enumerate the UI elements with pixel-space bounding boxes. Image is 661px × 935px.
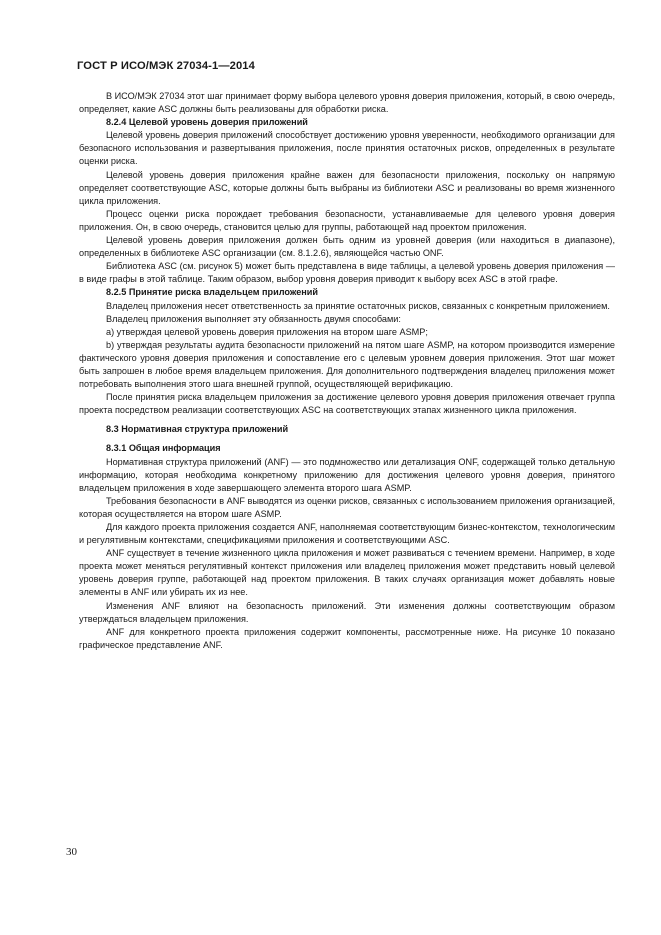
section-heading-8-3: 8.3 Нормативная структура приложений bbox=[106, 424, 289, 435]
list-item: а) утверждая целевой уровень доверия приложения на втором шаге ASMP; bbox=[106, 326, 428, 337]
page-body bbox=[79, 90, 615, 652]
paragraph: Владелец приложения выполняет эту обязанность двумя способами: bbox=[106, 313, 401, 324]
paragraph: ANF существует в течение жизненного цикла приложения и может развиваться с течением времени. Например, в ходе проекта может меняться регулятивный контекст приложения или владелец приложения может представить новый целевой уровень доверия группе, работающей над проектом приложения. В таких случаях организация может добавлять новые элементы в ANF или убирать их из нее. bbox=[79, 548, 615, 598]
page-number: 30 bbox=[66, 846, 77, 858]
paragraph: Требования безопасности в ANF выводятся из оценки рисков, связанных с использованием приложения организацией, которая осуществляется на втором шаге ASMP. bbox=[79, 495, 615, 519]
section-heading-8-2-4: 8.2.4 Целевой уровень доверия приложений bbox=[106, 117, 308, 128]
paragraph: Изменения ANF влияют на безопасность приложений. Эти изменения должны соответствующим образом утверждаться владельцем приложения. bbox=[79, 600, 615, 624]
paragraph: Для каждого проекта приложения создается ANF, наполняемая соответствующим бизнес-контекстом, технологическим и регулятивным контекстами, спецификациями приложения и соответствующими ASC. bbox=[79, 522, 615, 546]
document-header: ГОСТ Р ИСО/МЭК 27034-1—2014 bbox=[77, 60, 255, 72]
paragraph: ANF для конкретного проекта приложения содержит компоненты, рассмотренные ниже. На рисунке 10 показано графическое представление ANF. bbox=[79, 626, 615, 650]
paragraph: Процесс оценки риска порождает требования безопасности, устанавливаемые для целевого уровня доверия приложения. Он, в свою очередь, становится целью для группы, работающей над проектом приложения. bbox=[79, 208, 615, 232]
paragraph: Целевой уровень доверия приложения крайне важен для безопасности приложения, поскольку он напрямую определяет соответствующие ASC, которые должны быть выбраны из библиотеки ASC и реализованы во время жизненного цикла приложения. bbox=[79, 169, 615, 206]
list-item: b) утверждая результаты аудита безопасности приложений на пятом шаге ASMP, на котором производится измерение фактического уровня доверия приложения и сопоставление его с целевым уровнем доверия приложения. Этот шаг может быть запрошен в любое время владельцем приложения. Для дополнительного подтверждения владелец приложения может потребовать выполнения этого шага внешней группой, осуществляющей верификацию. bbox=[79, 339, 615, 390]
section-heading-8-2-5: 8.2.5 Принятие риска владельцем приложений bbox=[106, 287, 318, 298]
paragraph: Библиотека ASC (см. рисунок 5) может быть представлена в виде таблицы, а целевой уровень доверия приложения — в виде графы в этой таблице. Таким образом, выбор уровня доверия приводит к выбору всех ASC в этой графе. bbox=[79, 261, 615, 285]
section-heading-8-3-1: 8.3.1 Общая информация bbox=[106, 443, 221, 454]
paragraph: В ИСО/МЭК 27034 этот шаг принимает форму выбора целевого уровня доверия приложения, который, в свою очередь, определяет, какие ASC должны быть реализованы для обработки риска. bbox=[79, 91, 615, 115]
paragraph: Владелец приложения несет ответственность за принятие остаточных рисков, связанных с конкретным приложением. bbox=[106, 300, 610, 311]
paragraph: Нормативная структура приложений (ANF) — это подмножество или детализация ONF, содержащей только детальную информацию, которая необходима конкретному приложению для достижения целевого уровня доверия, принятого владельцем приложения в ходе завершающего элемента второго шага ASMP. bbox=[79, 456, 615, 493]
paragraph: Целевой уровень доверия приложения должен быть одним из уровней доверия (или находиться в диапазоне), определенных в библиотеке ASC организации (см. 8.1.2.6), являющейся частью ONF. bbox=[79, 235, 615, 259]
paragraph: Целевой уровень доверия приложений способствует достижению уровня уверенности, необходимого организации для безопасного использования и развертывания приложения, после принятия остаточных рисков, определенных в результате оценки риска. bbox=[79, 130, 615, 167]
paragraph: После принятия риска владельцем приложения за достижение целевого уровня доверия приложения отвечает группа проекта посредством реализации соответствующих ASC на соответствующих этапах жизненного цикла приложения. bbox=[79, 392, 615, 416]
